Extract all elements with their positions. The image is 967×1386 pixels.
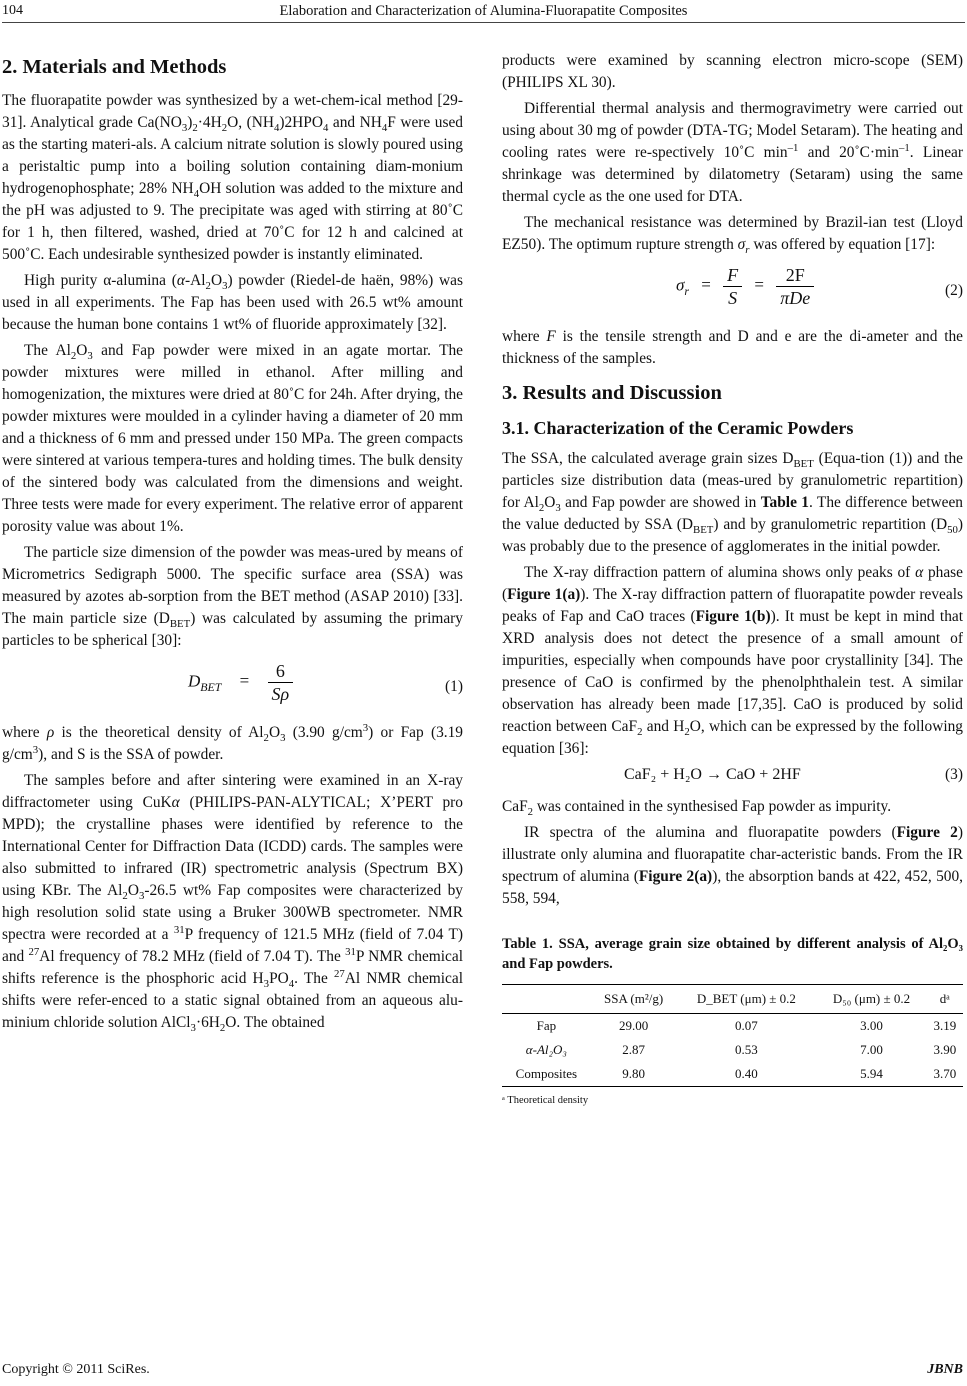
eq2-numerator-1: F [727,265,739,285]
equation-1: $D_{BET}$ = $\frac{6}{S\rho}$ (1) [188,661,463,704]
table-1-caption: Table 1. SSA, average grain size obtained by different analysis of Al₂O₃ and Fap powders. [502,936,963,972]
table-cell: 3.70 [933,1066,957,1081]
eq2-label: (2) [945,282,963,299]
eq1-numerator: 6 [275,661,285,681]
table-row [502,1062,963,1087]
table-header-cell: dᵃ [939,991,950,1006]
eq1-lhs: D [188,671,201,691]
journal-abbrev: JBNB [927,1362,963,1377]
eq2-sigma: σ [676,275,685,295]
eq2-sigma-sub: r [684,283,690,298]
paragraph: Differential thermal analysis and thermogravimetry were carried out using about 30 mg of powder (DTA-TG; Model Setaram). The heating and cooling rates were re-spectively 10˚C $\min^{-1}$ and $20˚C\cdot\min^{-1}$. Linear shrinkage was determined by dilatometry (Setaram) using the same thermal cycle as the one used for DTA. [502,100,963,205]
table-cell: 29.00 [618,1018,649,1033]
table-header-cell: D_BET (μm) ± 0.2 [696,991,796,1006]
table-cell: 0.53 [735,1042,758,1057]
eq1-lhs-sub: BET [200,679,222,694]
page-header [0,0,967,26]
paragraph: where ρ is the theoretical density of $Al_2O_3$ (3.90 $g/cm^3$) or Fap (3.19 $g/cm^3$), and S is the SSA of powder. [2,721,463,763]
table-row [502,1014,963,1039]
table-cell: 0.07 [735,1018,758,1033]
page-number: 104 [2,3,23,18]
paragraph: The $Al_2O_3$ and Fap powder were mixed in an agate mortar. The powder mixtures were milled in ethanol. After milling and homogenization, the mixtures were dried at 80˚C for 24h. After drying, the powder mixtures were moulded in a cylinder having a diameter of 20 mm and a thickness of 6 mm and pressed under 150 MPa. The green compacts were sintered at various tempera-tures and holding times. The bulk density of the sintered body was calculated from the dimensions and weight. Three tests were made for every experiment. The relative error of apparent porosity value was about 1%. [2,342,463,535]
table-cell: 3.19 [933,1018,957,1033]
paragraph: IR spectra of the alumina and fluorapatite powders (Figure 2) illustrate only alumina and fluorapatite char-acteristic bands. From the IR spectrum of alumina (Figure 2(a)), the absorption bands at 422, 452, 500, 558, 594, [502,824,963,907]
paragraph: The X-ray diffraction pattern of alumina shows only peaks of α phase (Figure 1(a)). The X-ray diffraction pattern of fluorapatite powder reveals peaks of Fap and CaO traces (Figure 1(b)). It must be kept in mind that XRD analysis does not detect the presence of a small amount of impurities, especially when compounds have poor crystallinity [34]. The presence of CaO is confirmed by the phenolphthalein test. A similar observation has already been made [17,35]. CaO is produced by solid reaction between CaF$_2$ and $H_2O$, which can be expressed by the following equation [36]: [502,564,964,757]
table-footnote: ᵃ Theoretical density [502,1095,589,1106]
paragraph: The mechanical resistance was determined by Brazil-ian test (Lloyd EZ50). The optimum rupture strength $\sigma_r$ was offered by equation [17]: [502,214,963,257]
table-row [502,1038,963,1062]
page-footer [0,1360,967,1384]
table-cell: Fap [536,1018,557,1033]
table-cell: 3.00 [860,1018,883,1033]
eq3-label: (3) [945,766,963,783]
eq3-body: CaF₂ + H₂O → CaO + 2HF [624,766,801,783]
paragraph: The fluorapatite powder was synthesized by a wet-chem-ical method [29-31]. Analytical grade $Ca(NO_3)_2\cdot 4H_2O$, $(NH_4)2HPO_4$ and $NH_4F$ were used as the starting materi-als. A calcium nitrate solution is slowly poured using a peristaltic pump into a boiling solution containing diam-monium hydrogenophosphate; 28% $NH_4OH$ solution was added to the mixture and the pH was adjusted to 9. The precipitate was aged with stirring at 80˚C for 1 h, then filtered, washed, dried at 70˚C for 12 h and calcined at 500˚C. Each undesirable synthesized powder is instantly eliminated. [2,92,464,263]
equation-3 [502,764,963,790]
table-1 [502,984,963,1087]
section-3-title: 3. Results and Discussion [502,382,722,404]
table-cell: 0.40 [735,1066,758,1081]
copyright: Copyright © 2011 SciRes. [2,1362,150,1377]
table-header-cell [502,985,591,1014]
running-title: Elaboration and Characterization of Alumina-Fluorapatite Composites [279,3,688,19]
paragraph: High purity α-alumina $(\alpha-Al_2O_3)$ powder (Riedel-de haën, 98%) was used in all experiments. The Fap has been used with 26.5 wt% amount because the human bone contains 1 wt% of fluoride approximately [32]. [2,272,463,333]
eq2-numerator-2: 2F [785,265,805,285]
paragraph: The SSA, the calculated average grain sizes $D_{BET}$ (Equa-tion (1)) and the particles size distribution data (meas-ured by granulometric repartition) for $Al_2O_3$ and Fap powder are showed in Table 1. The difference between the value deducted by SSA $(D_{BET})$ and by granulometric repartition $(D_{50})$ was probably due to the presence of agglomerates in the initial powder. [502,450,963,555]
paragraph: The particle size dimension of the powder was meas-ured by means of Micrometrics Sedigraph 5000. The specific surface area (SSA) was measured by azotes ab-sorption from the BET method (ASAP 2010) [33]. The main particle size $(D_{BET})$ was calculated by assuming the primary particles to be spherical [30]: [2,544,463,649]
paragraph: CaF$_2$ was contained in the synthesised Fap powder as impurity. [502,798,892,819]
table-cell: α-Al₂O₃ [525,1042,567,1057]
eq1-fraction [268,660,294,705]
paragraph: products were examined by scanning electron micro-scope (SEM) (PHILIPS XL 30). [502,52,963,91]
table-cell: 9.80 [622,1066,645,1081]
right-column [502,50,963,1112]
table-cell: 2.87 [622,1042,645,1057]
eq2-fraction-2 [776,264,814,309]
header-rule [2,22,965,23]
table-cell: 7.00 [860,1042,883,1057]
paragraph: where F is the tensile strength and D and e are the di-ameter and the thickness of the samples. [502,328,964,367]
eq2-fraction-1 [723,264,742,309]
table-header-cell: D₅₀ (μm) ± 0.2 [832,991,911,1006]
table-cell: Composites [515,1066,578,1081]
eq1-denominator: Sρ [268,682,294,705]
eq2-denominator-2: πDe [776,286,814,309]
eq1-label: (1) [445,678,463,695]
section-2-title: 2. Materials and Methods [2,56,227,78]
table-header-cell: SSA (m²/g) [604,991,664,1006]
table-cell: 3.90 [933,1042,957,1057]
equation-2: $\sigma_r$ = $\frac{F}{S}$ = $\frac{2F}{\text{πDe}}$ (2) [676,265,963,308]
paragraph: The samples before and after sintering were examined in an X-ray diffractometer using CuKα (PHILIPS-PAN-ALYTICAL; X’PERT pro MPD); the crystalline phases were identified by reference to the International Center for Diffraction Data (ICDD) cards. The samples were also submitted to infrared (IR) spectrometric analysis (Spectrum BX) using KBr. The $Al_2O_3-26.5$ wt% Fap composites were characterized by high resolution solid state using a Bruker 300WB spectrometer. NMR spectra were recorded at a $^{31}$P frequency of 121.5 MHz (field of 7.04 T) and $^{27}$Al frequency of 78.2 MHz (field of 7.04 T). The $^{31}$P NMR chemical shifts reference is the phosphoric acid $H_3PO_4$. The $^{27}$Al NMR chemical shifts were refer-enced to a static signal obtained from an aqueous alu-minium chloride solution $AlCl_3\cdot 6H_2O$. The obtained [2,772,463,1035]
subsection-3-1-title: 3.1. Characterization of the Ceramic Powders [502,418,854,438]
table-header-row [502,985,963,1014]
left-column [2,50,463,1038]
eq2-denominator-1: S [723,286,742,309]
table-cell: 5.94 [860,1066,883,1081]
